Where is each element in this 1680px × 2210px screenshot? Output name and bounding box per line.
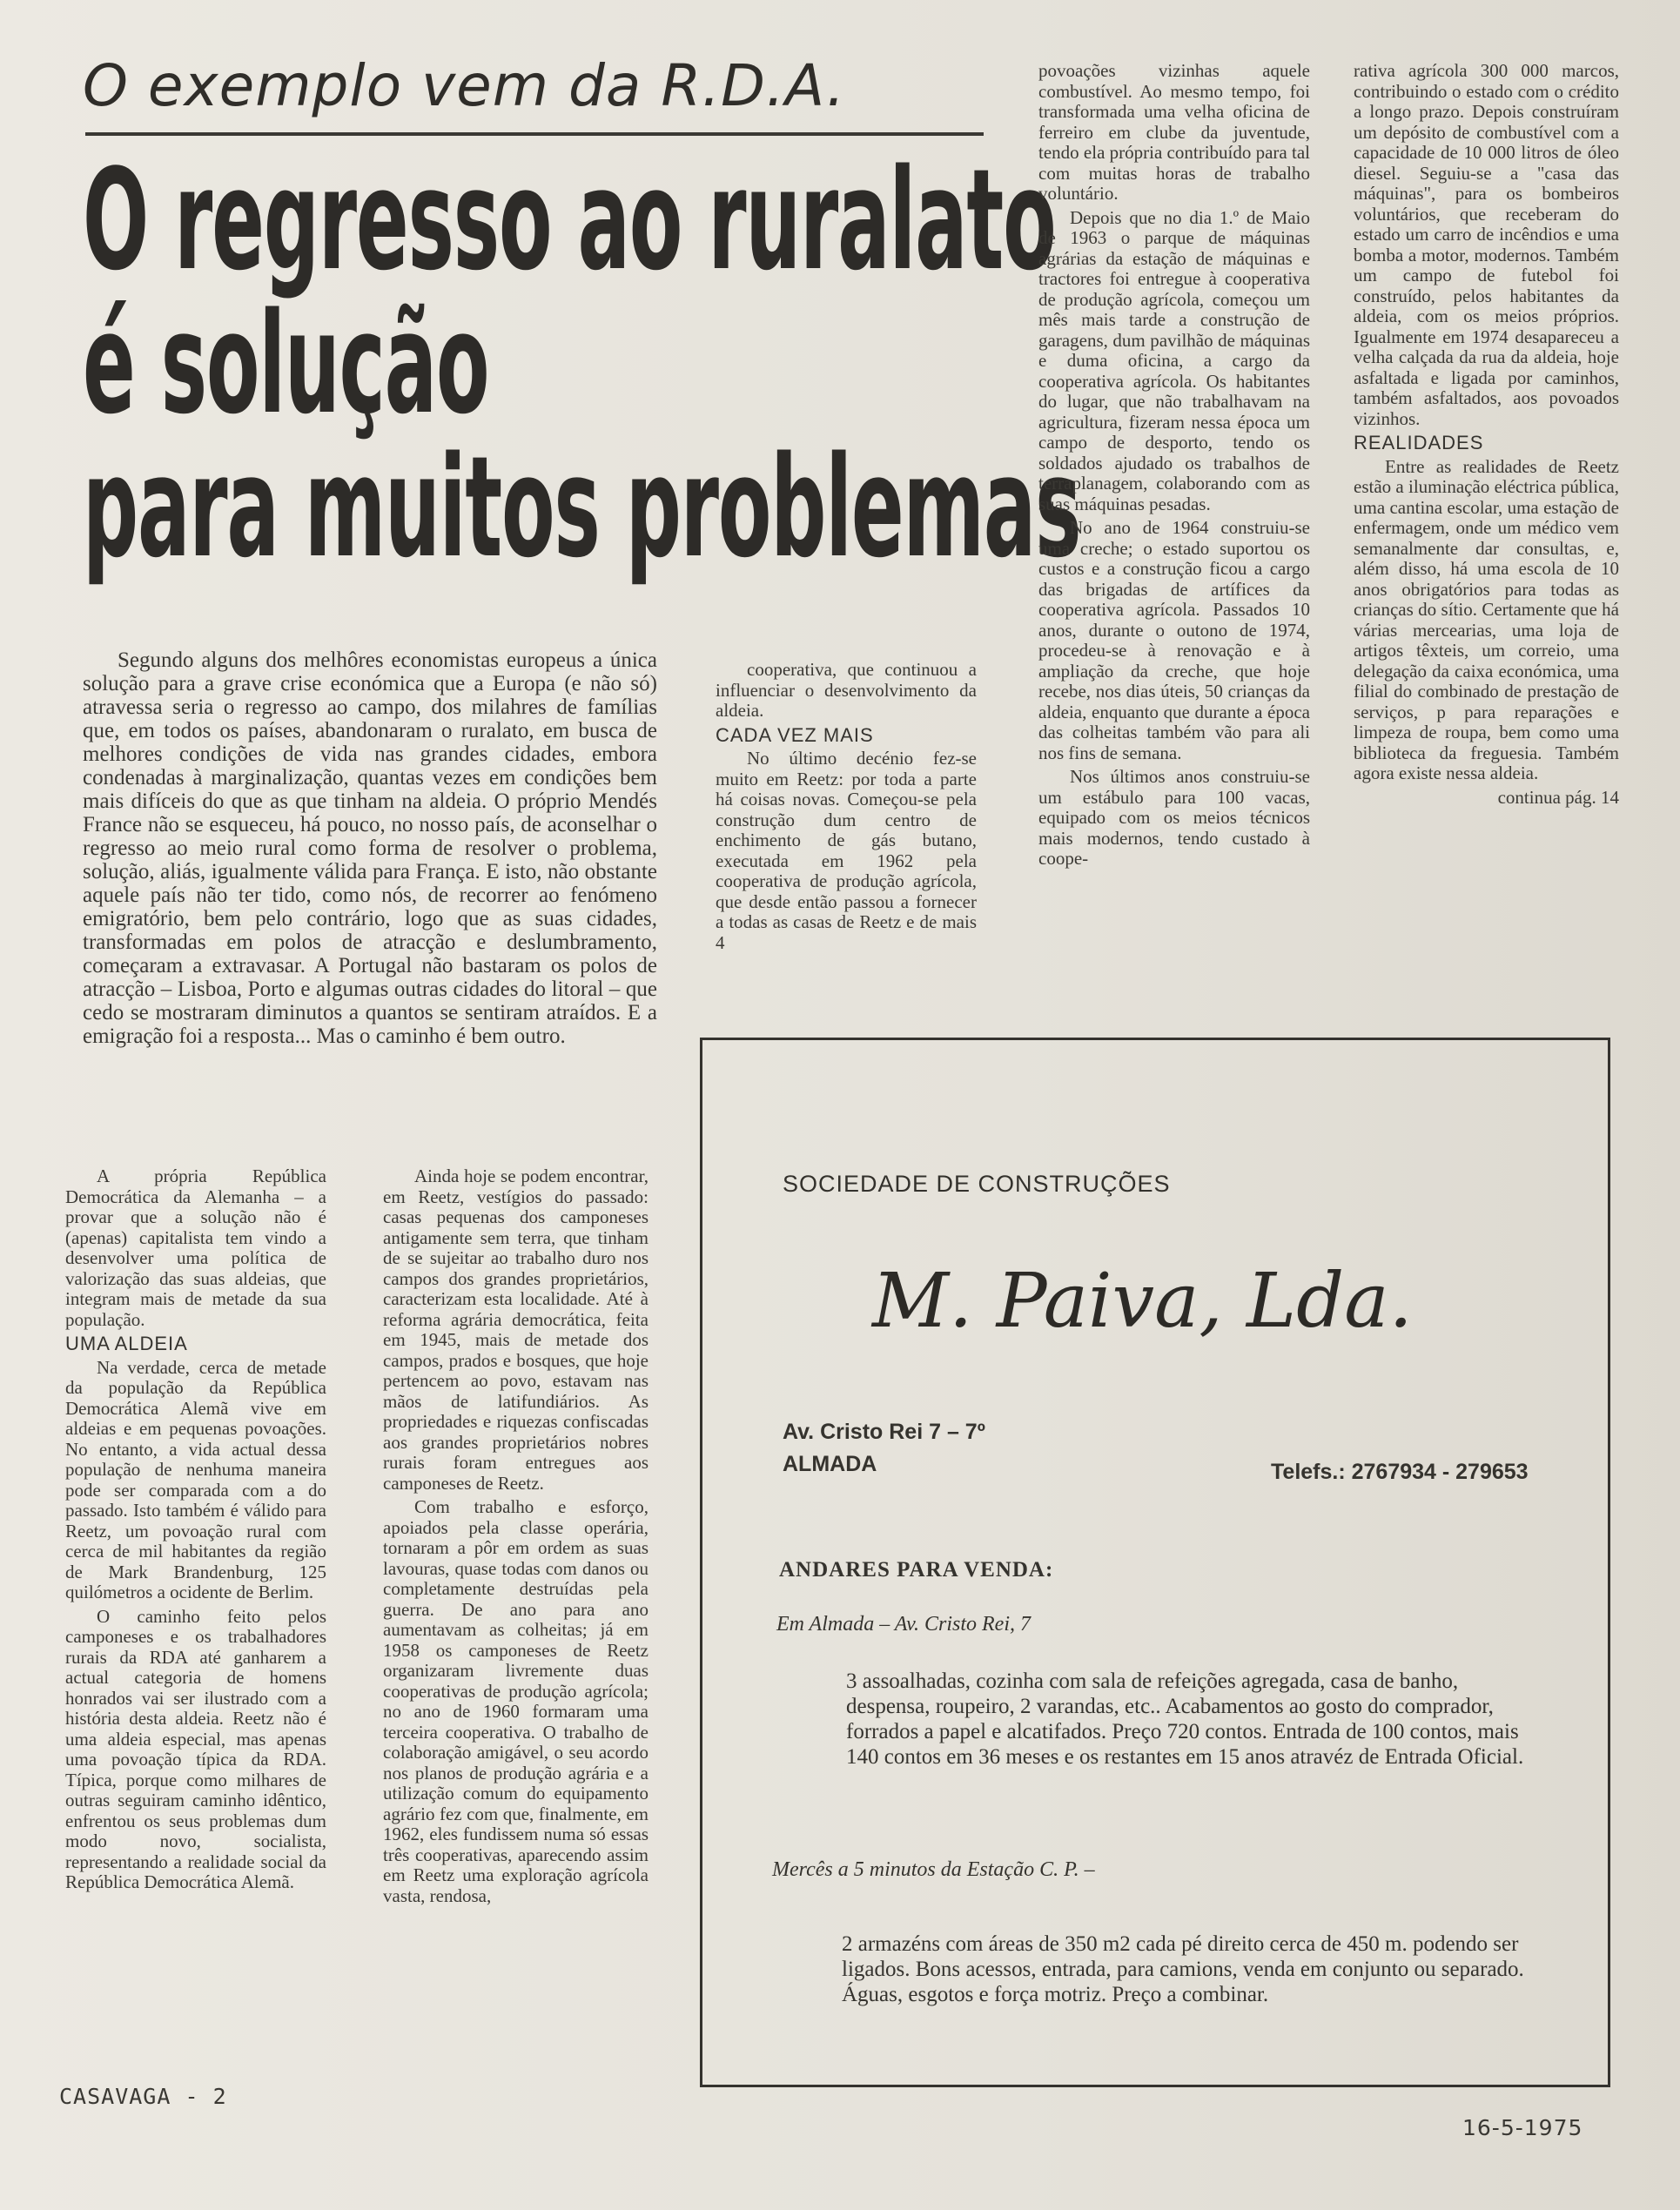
section-heading-cada-vez-mais: CADA VEZ MAIS — [716, 723, 874, 746]
column-5 — [1354, 61, 1619, 1038]
page-footer-date: 16-5-1975 — [1462, 2115, 1583, 2140]
headline-line-1: O regresso ao ruralato — [83, 138, 1056, 301]
continued-page-note: continua pág. 14 — [1497, 786, 1619, 808]
ad-phone-numbers: Telefs.: 2767934 - 279653 — [1271, 1460, 1529, 1484]
column-4 — [1038, 61, 1310, 1038]
ad-description-1: 3 assoalhadas, cozinha com sala de refeições agregada, casa de banho, despensa, roupeiro, 2 varandas, etc.. Acabamentos ao gosto do comprador, forrados a papel e alcatifados. Preço 720 contos. Entrada de 100 contos, mais 140 contos em 36 meses e os restantes em 15 anos atravéz de Entrada Oficial. — [846, 1669, 1524, 1769]
page-footer-label: CASAVAGA - 2 — [59, 2084, 227, 2109]
ad-sale-heading: ANDARES PARA VENDA: — [779, 1558, 1054, 1582]
advertisement-box — [700, 1038, 1610, 2087]
col2-paragraph-2: Com trabalho e esforço, apoiados pela classe operária, tornaram a pôr em ordem as suas lavouras, quase todas com danos ou completamente destruídas pela guerra. De ano para ano aumentavam as colheitas; já em 1958 os camponeses de Reetz organizaram livremente duas cooperativas de produção agrícola; no ano de 1960 formaram uma terceira cooperativa. O trabalho de colaboração amigável, o seu acordo nos planos de produção agrária e a utilização comum do equipamento agrário fez com que, finalmente, em 1962, eles fundissem numa só essas três cooperativas, aparecendo assim em Reetz uma exploração agrícola vasta, rendosa, — [383, 1496, 648, 1906]
headline — [83, 138, 1081, 588]
section-heading-uma-aldeia: UMA ALDEIA — [65, 1333, 188, 1354]
col3-paragraph-1: cooperativa, que continuou a influenciar o desenvolvimento da aldeia. — [716, 660, 977, 721]
col2-paragraph-1: Ainda hoje se podem encontrar, em Reetz, vestígios do passado: casas pequenas dos camponeses antigamente sem terra, que tinham de se sujeitar ao trabalho duro nos campos dos grandes proprietários, caracterizam esta localidade. Até à reforma agrária democrática, feita em 1945, mais de metade dos campos, prados e bosques, que hoje pertencem ao povo, estavam nas mãos de latifundiários. As propriedades e riquezas confiscadas aos grandes proprietários nobres rurais foram entregues aos camponeses de Reetz. — [383, 1166, 648, 1494]
ad-location-1: Em Almada – Av. Cristo Rei, 7 — [776, 1613, 1031, 1636]
col3-paragraph-2: No último decénio fez-se muito em Reetz: por toda a parte há coisas novas. Começou-se pela construção dum centro de enchimento de gás butano, executada em 1962 pela cooperativa de produção agrícola, que desde então passou a fornecer a todas as casas de Reetz e de mais 4 — [716, 748, 977, 953]
ad-location-2: Mercês a 5 minutos da Estação C. P. – — [772, 1858, 1095, 1881]
lead-paragraph — [83, 648, 657, 1136]
section-heading-realidades: REALIDADES — [1354, 432, 1484, 453]
ad-address-street: Av. Cristo Rei 7 – 7º — [783, 1420, 985, 1444]
col1-paragraph-1: A própria República Democrática da Alemanha – a provar que a solução não é (apenas) capitalista tem vindo a desenvolver uma política de valorização das suas aldeias, que integram mais de metade da sua população. — [65, 1166, 326, 1330]
headline-line-2: é solução — [83, 282, 489, 445]
column-2 — [383, 1166, 648, 2080]
column-3-top — [716, 660, 977, 1038]
headline-line-3: para muitos problemas — [83, 426, 1081, 588]
col4-paragraph-2: Depois que no dia 1.º de Maio de 1963 o parque de máquinas agrárias da estação de máquinas e tractores foi entregue à cooperativa de produção agrícola, começou um mês mais tarde a construção de garagens, dum pavilhão de máquinas e duma oficina, a cargo da cooperativa agrícola. Os habitantes do lugar, que não trabalhavam na agricultura, fizeram nessa época um campo de desporto, tendo os soldados ajudado os trabalhos de terraplanagem, colaborando com as suas máquinas pesadas. — [1038, 206, 1310, 514]
col4-paragraph-3: No ano de 1964 construiu-se uma creche; o estado suportou os custos e a construção ficou a cargo das brigadas de artífices da cooperativa agrícola. Passados 10 anos, durante o outono de 1974, procedeu-se à renovação e à ampliação da creche, que hoje recebe, nos dias úteis, 50 crianças da aldeia, enquanto que durante a época das colheitas também vão para ali nos fins de semana. — [1038, 517, 1310, 763]
col5-paragraph-2: Entre as realidades de Reetz estão a iluminação eléctrica pública, uma cantina escolar, uma estação de enfermagem, onde um médico vem semanalmente dar consultas, e, além disso, há uma escola de 10 anos obrigatórios para todas as crianças do sítio. Certamente que há várias mercearias, uma loja de artigos têxteis, um correio, uma delegação da caixa económica, uma filial do combinado de prestação de serviços, p para reparações e limpeza de roupa, bem como uma biblioteca da freguesia. Também agora existe nessa aldeia. — [1354, 455, 1619, 783]
col5-paragraph-1: rativa agrícola 300 000 marcos, contribuindo o estado com o crédito a longo prazo. Depois construíram um depósito de combustível com a capacidade de 10 000 litros de óleo diesel. Seguiu-se a "casa das máquinas", para os bombeiros voluntários, que receberam do estado um carro de incêndios e uma bomba a motor, modernos. Também um campo de futebol foi construído, pelos habitantes da aldeia, com os meios próprios. Igualmente em 1974 desapareceu a velha calçada da rua da aldeia, hoje asfaltada e ligada por caminhos, também asfaltados, aos povoados vizinhos. — [1354, 61, 1619, 429]
ad-company-label: SOCIEDADE DE CONSTRUÇÕES — [783, 1171, 1171, 1197]
column-1 — [65, 1166, 326, 2080]
kicker-title: O exemplo vem da R.D.A. — [83, 52, 846, 119]
ad-company-name: M. Paiva, Lda. — [872, 1258, 1413, 1345]
ad-description-2: 2 armazéns com áreas de 350 m2 cada pé direito cerca de 450 m. podendo ser ligados. Bons acessos, entrada, para camions, venda em conjunto ou separado. Águas, esgotos e força motriz. Preço a combinar. — [842, 1932, 1524, 2006]
col4-paragraph-4: Nos últimos anos construiu-se um estábulo para 100 vacas, equipado com os meios técnicos mais modernos, tendo custado à coope- — [1038, 766, 1310, 869]
ad-address-city: ALMADA — [783, 1452, 877, 1476]
col1-paragraph-2: Na verdade, cerca de metade da população da República Democrática Alemã vive em aldeias e em pequenas povoações. No entanto, a vida actual dessa população de nenhuma maneira pode ser comparada com a do passado. Isto também é válido para Reetz, um povoação rural com cerca de mil habitantes da região de Mark Brandenburg, 125 quilómetros a ocidente de Berlim. — [65, 1356, 326, 1602]
col4-paragraph-1: povoações vizinhas aquele combustível. Ao mesmo tempo, foi transformada uma velha oficina de ferreiro em clube da juventude, tendo ela própria contribuído para tal com muitas horas de trabalho voluntário. — [1038, 61, 1310, 204]
col1-paragraph-3: O caminho feito pelos camponeses e os trabalhadores rurais da RDA até ganharem a actual categoria de homens honrados vai ser ilustrado com a história desta aldeia. Reetz não é uma aldeia especial, mas apenas uma povoação típica da RDA. Típica, porque como milhares de outras seguiram caminho idêntico, enfrentou os seus problemas dum modo novo, socialista, representando a realidade social da República Democrática Alemã. — [65, 1605, 326, 1892]
lead-text: Segundo alguns dos melhôres economistas europeus a única solução para a grave crise económica que a Europa (e não só) atravessa seria o regresso ao campo, dos milahres de famílias que, em todos os países, abandonaram o ruralato, em busca de melhores condições de vida nas grandes cidades, embora condenadas à marginalização, quantas vezes em condições bem mais difíceis do que as que tinham na aldeia. O próprio Mendés France não se esqueceu, há pouco, no nosso país, de aconselhar o regresso ao meio rural como forma de resolver o problema, solução, aliás, igualmente válida para França. E isto, não obstante aquele país não ter tido, como nós, de recorrer ao fenómeno emigratório, bem pelo contrário, logo que as suas cidades, transformadas em polos de atracção e deslumbramento, começaram a extravasar. A Portugal não bastaram os polos de atracção – Lisboa, Porto e algumas outras cidades do litoral – que cedo se mostraram diminutos a quantos se sentiram atraídos. E a emigração foi a resposta... Mas o caminho é bem outro. — [83, 648, 657, 1048]
kicker-rule — [85, 132, 984, 136]
